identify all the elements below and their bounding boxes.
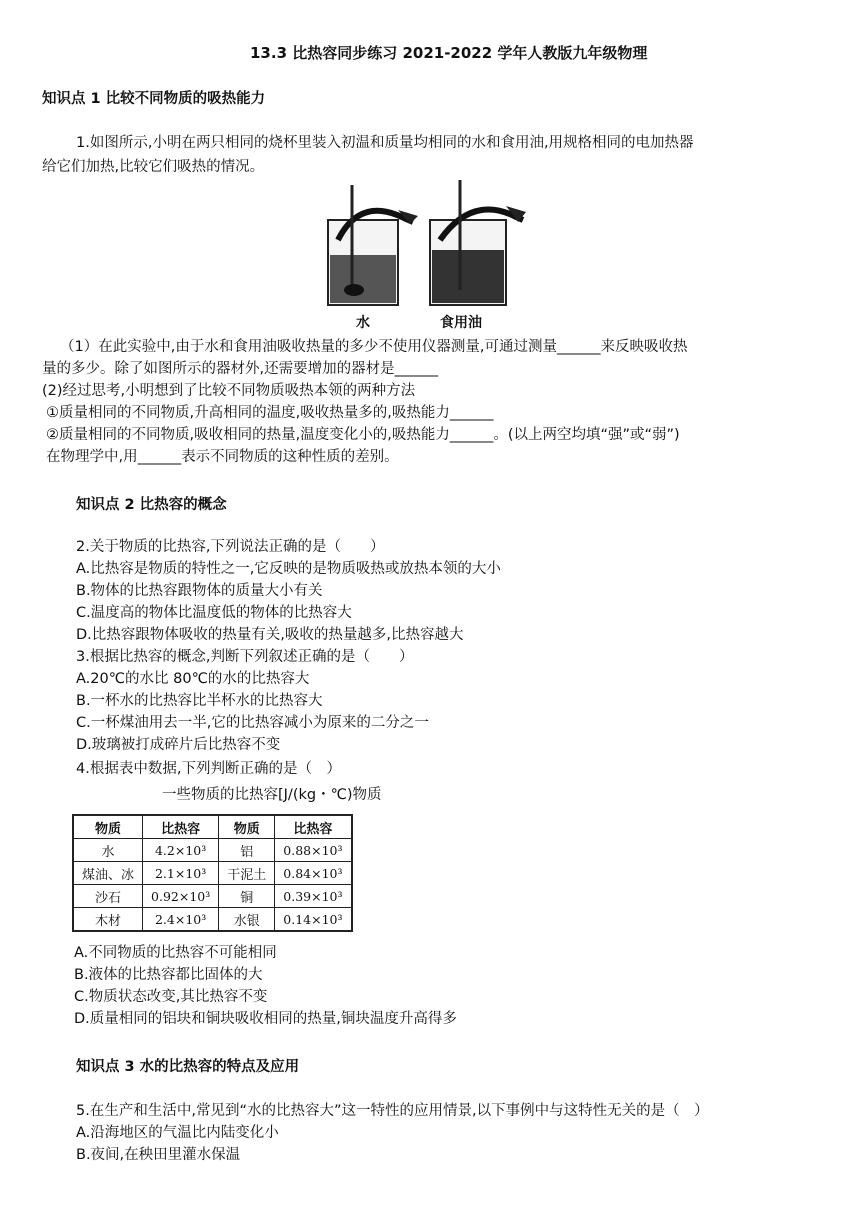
table-cell-substance: 铜 [219,885,275,908]
q3-option-b: B.一杯水的比热容比半杯水的比热容大 [76,693,323,709]
table-header-row [73,815,352,839]
q1-part1-line2: 量的多少。除了如图所示的器材外,还需要增加的器材是______ [42,361,439,377]
table-cell-value: 2.1×10³ [143,862,219,885]
q3-stem: 3.根据比热容的概念,判断下列叙述正确的是（ ） [76,649,414,665]
section-heading-1: 知识点 1 比较不同物质的吸热能力 [42,91,266,107]
table-row [73,908,352,932]
table-cell-substance: 水银 [219,908,275,932]
table-row [73,862,352,885]
table-row [73,839,352,862]
q5-option-a: A.沿海地区的气温比内陆变化小 [76,1125,279,1141]
table-header: 物质 [73,815,143,839]
q4-option-d: D.质量相同的铝块和铜块吸收相同的热量,铜块温度升高得多 [74,1011,457,1027]
table-caption: 一些物质的比热容[J/(kg・℃)物质 [162,787,382,803]
table-cell-value: 0.92×10³ [143,885,219,908]
q2-option-a: A.比热容是物质的特性之一,它反映的是物质吸热或放热本领的大小 [76,561,501,577]
q5-stem: 5.在生产和生活中,常见到“水的比热容大”这一特性的应用情景,以下事例中与这特性无关的是（ ） [76,1103,709,1119]
q1-text-line1: 1.如图所示,小明在两只相同的烧杯里装入初温和质量均相同的水和食用油,用规格相同的电加热器 [76,135,694,151]
q5-option-b: B.夜间,在秧田里灌水保温 [76,1147,241,1163]
table-cell-substance: 沙石 [73,885,143,908]
table-cell-value: 0.14×10³ [275,908,352,932]
q1-part1-line1: （1）在此实验中,由于水和食用油吸收热量的多少不使用仪器测量,可通过测量______来反映吸收热 [60,339,688,355]
section-heading-3: 知识点 3 水的比热容的特点及应用 [76,1059,300,1075]
figure-label-water: 水 [356,315,370,331]
table-header: 物质 [219,815,275,839]
table-cell-value: 0.88×10³ [275,839,352,862]
table-cell-value: 4.2×10³ [143,839,219,862]
q4-option-b: B.液体的比热容都比固体的大 [74,967,263,983]
q3-option-a: A.20℃的水比 80℃的水的比热容大 [76,671,310,687]
q2-option-c: C.温度高的物体比温度低的物体的比热容大 [76,605,352,621]
q4-option-a: A.不同物质的比热容不可能相同 [74,945,277,961]
page-title: 13.3 比热容同步练习 2021-2022 学年人教版九年级物理 [250,44,648,62]
table-header: 比热容 [275,815,352,839]
q1-part2-method2: ②质量相同的不同物质,吸收相同的热量,温度变化小的,吸热能力______。(以上两空均填“强”或“弱”) [46,427,680,443]
table-cell-substance: 铝 [219,839,275,862]
q4-option-c: C.物质状态改变,其比热容不变 [74,989,268,1005]
q2-option-d: D.比热容跟物体吸收的热量有关,吸收的热量越多,比热容越大 [76,627,464,643]
water-beaker [328,185,418,305]
table-cell-substance: 木材 [73,908,143,932]
table-header: 比热容 [143,815,219,839]
q3-option-d: D.玻璃被打成碎片后比热容不变 [76,737,281,753]
q2-stem: 2.关于物质的比热容,下列说法正确的是（ ） [76,539,385,555]
table-cell-substance: 干泥土 [219,862,275,885]
beakers-figure [318,180,528,330]
table-cell-substance: 水 [73,839,143,862]
table-cell-substance: 煤油、冰 [73,862,143,885]
table-row [73,885,352,908]
figure-label-oil: 食用油 [440,315,482,331]
q4-stem: 4.根据表中数据,下列判断正确的是（ ） [76,761,341,777]
table-cell-value: 0.84×10³ [275,862,352,885]
q1-part2-method1: ①质量相同的不同物质,升高相同的温度,吸收热量多的,吸热能力______ [46,405,494,421]
q3-option-c: C.一杯煤油用去一半,它的比热容减小为原来的二分之一 [76,715,429,731]
q1-part2-conclusion: 在物理学中,用______表示不同物质的这种性质的差别。 [46,449,399,465]
section-heading-2: 知识点 2 比热容的概念 [76,497,227,513]
table-cell-value: 0.39×10³ [275,885,352,908]
q1-part2: (2)经过思考,小明想到了比较不同物质吸热本领的两种方法 [42,383,416,399]
table-cell-value: 2.4×10³ [143,908,219,932]
q2-option-b: B.物体的比热容跟物体的质量大小有关 [76,583,323,599]
specific-heat-table [72,814,353,932]
q1-text-line2: 给它们加热,比较它们吸热的情况。 [42,159,265,175]
oil-beaker [430,180,526,305]
